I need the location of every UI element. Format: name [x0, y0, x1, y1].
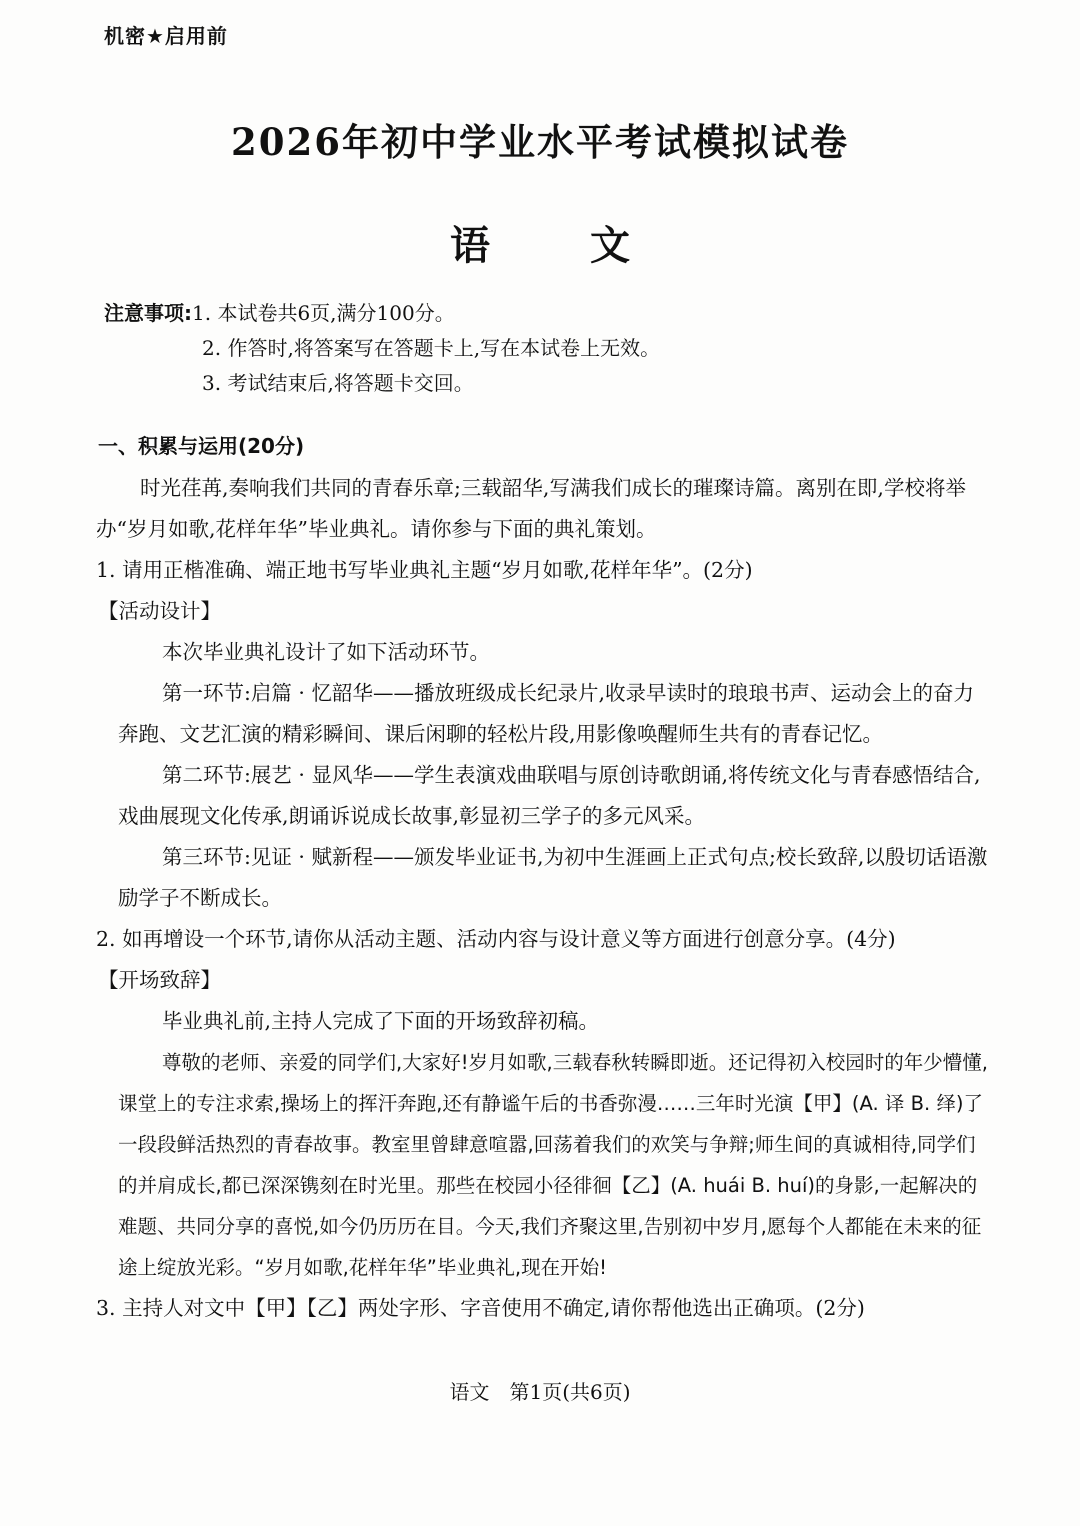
activity-intro: 本次毕业典礼设计了如下活动环节。	[162, 640, 490, 664]
notes-item-3: 3. 考试结束后,将答题卡交回。	[202, 371, 474, 395]
secret-mark: 机密★启用前	[104, 24, 228, 48]
page-footer: 语文 第1页(共6页)	[449, 1380, 631, 1404]
speech-paragraph: 尊敬的老师、亲爱的同学们,大家好!岁月如歌,三载春秋转瞬即逝。还记得初入校园时的年少懵懂,课堂上的专注求索,操场上的挥汗奔跑,还有静谧午后的书香弥漫……三年时光演【甲】(A. 译 B. 绎)了一段段鲜活热烈的青春故事。教室里曾肆意喧嚣,回荡着我们的欢笑与争辩;师生间的真诚相待,同学们的并肩成长,都已深深镌刻在时光里。那些在校园小径徘徊【乙】(A. huái B. huí)的身影,一起解决的难题、共同分享的喜悦,如今仍历历在目。今天,我们齐聚这里,告别初中岁月,愿每个人都能在未来的征途上绽放光彩。“岁月如歌,花样年华”毕业典礼,现在开始!	[118, 1051, 988, 1279]
speech-intro: 毕业典礼前,主持人完成了下面的开场致辞初稿。	[162, 1009, 600, 1033]
subject-title: 语文	[450, 223, 730, 269]
notes-row-1	[104, 296, 660, 331]
stage-3-paragraph: 第三环节:见证 · 赋新程——颁发毕业证书,为初中生涯画上正式句点;校长致辞,以殷切话语激励学子不断成长。	[118, 845, 988, 910]
notes-item-2: 2. 作答时,将答案写在答题卡上,写在本试卷上无效。	[202, 336, 661, 360]
stage-2-paragraph: 第二环节:展艺 · 显风华——学生表演戏曲联唱与原创诗歌朗诵,将传统文化与青春感悟结合,戏曲展现文化传承,朗诵诉说成长故事,彰显初三学子的多元风采。	[118, 763, 981, 828]
intro-paragraph: 时光荏苒,奏响我们共同的青春乐章;三载韶华,写满我们成长的璀璨诗篇。离别在即,学校将举办“岁月如歌,花样年华”毕业典礼。请你参与下面的典礼策划。	[96, 476, 966, 541]
activity-heading: 【活动设计】	[98, 599, 221, 623]
question-2: 2. 如再增设一个环节,请你从活动主题、活动内容与设计意义等方面进行创意分享。(4分)	[96, 927, 896, 951]
section-body	[96, 468, 991, 1329]
stage-1-paragraph: 第一环节:启篇 · 忆韶华——播放班级成长纪录片,收录早读时的琅琅书声、运动会上的奋力奔跑、文艺汇演的精彩瞬间、课后闲聊的轻松片段,用影像唤醒师生共有的青春记忆。	[118, 681, 974, 746]
question-3: 3. 主持人对文中【甲】【乙】两处字形、字音使用不确定,请你帮他选出正确项。(2分)	[96, 1296, 865, 1320]
question-1: 1. 请用正楷准确、端正地书写毕业典礼主题“岁月如歌,花样年华”。(2分)	[96, 558, 753, 582]
notes-item-1: 1. 本试卷共6页,满分100分。	[192, 301, 455, 325]
exam-title: 2026年初中学业水平考试模拟试卷	[231, 120, 849, 164]
section-heading: 一、积累与运用(20分)	[98, 434, 305, 458]
speech-heading: 【开场致辞】	[98, 968, 221, 992]
notes-label: 注意事项:	[104, 301, 192, 325]
notes-block	[104, 296, 660, 401]
